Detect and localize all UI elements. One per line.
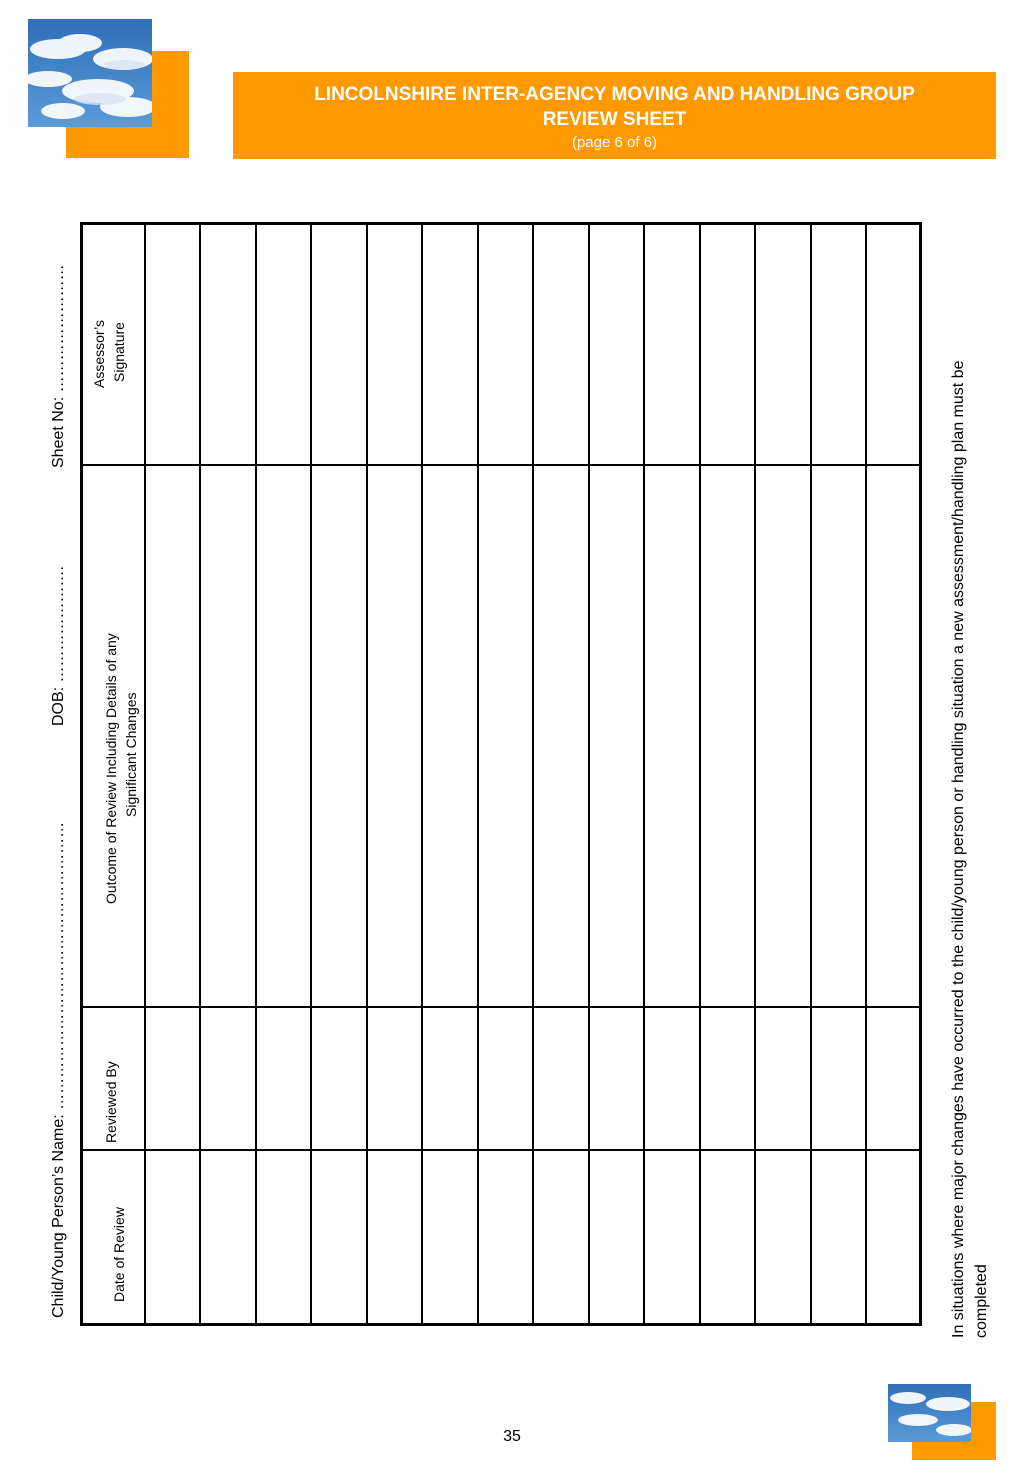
sheet-number-label: Sheet No: …………………… xyxy=(50,264,67,468)
column-header-outcome-line2: Significant Changes xyxy=(123,692,139,817)
column-divider xyxy=(80,1006,922,1008)
page-number: 35 xyxy=(503,1428,521,1445)
header-banner xyxy=(233,72,996,159)
row-divider xyxy=(699,222,701,1326)
row-divider xyxy=(865,222,867,1326)
row-divider xyxy=(366,222,368,1326)
row-divider xyxy=(255,222,257,1326)
review-table xyxy=(80,222,922,1326)
column-header-assessor-line1: Assessor’s xyxy=(91,320,107,388)
row-divider xyxy=(532,222,534,1326)
column-header-date-of-review: Date of Review xyxy=(111,1207,127,1302)
row-divider xyxy=(477,222,479,1326)
name-field-label: Child/Young Person’s Name: ……………………………………………… xyxy=(50,821,67,1318)
row-divider xyxy=(754,222,756,1326)
column-header-outcome-line1: Outcome of Review Including Details of any xyxy=(103,633,119,904)
page-subtitle: REVIEW SHEET xyxy=(542,109,687,130)
row-divider xyxy=(588,222,590,1326)
page-info: (page 6 of 6) xyxy=(571,134,658,151)
row-divider xyxy=(810,222,812,1326)
column-header-reviewed-by: Reviewed By xyxy=(103,1061,119,1143)
row-divider xyxy=(310,222,312,1326)
note-text-line1: In situations where major changes have occurred to the child/young person or handling situation a new assessment/handling plan must be xyxy=(950,360,967,1338)
column-divider xyxy=(80,464,922,466)
sky-cloud-logo-icon xyxy=(28,19,152,127)
row-divider xyxy=(199,222,201,1326)
row-divider xyxy=(144,222,146,1326)
row-divider xyxy=(421,222,423,1326)
column-divider xyxy=(80,1149,922,1151)
dob-field-label: DOB: …………………. xyxy=(50,565,67,726)
note-text-line2: completed xyxy=(973,1264,990,1338)
page-title: LINCOLNSHIRE INTER-AGENCY MOVING AND HANDLING GROUP xyxy=(314,84,915,105)
column-header-assessor-line2: Signature xyxy=(111,322,127,382)
row-divider xyxy=(643,222,645,1326)
